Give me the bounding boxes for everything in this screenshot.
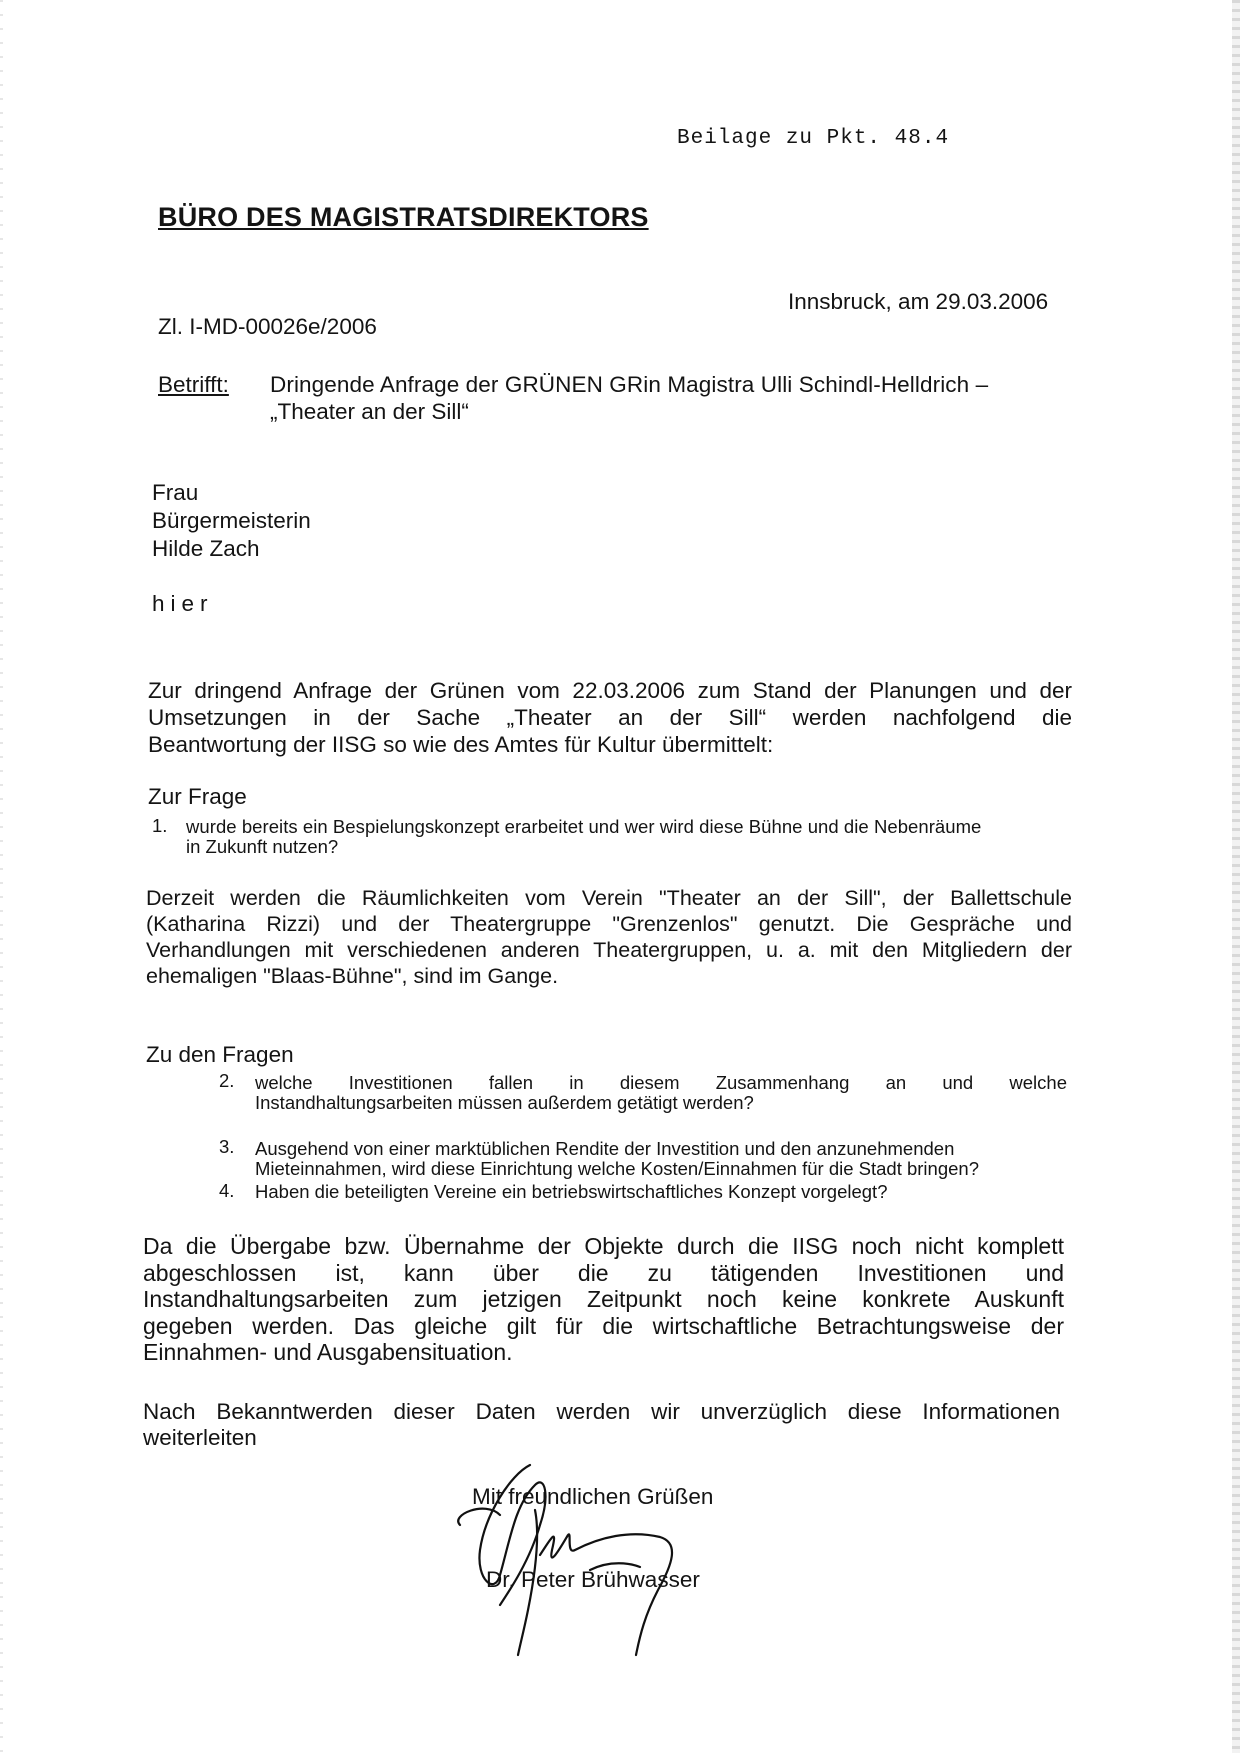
question-3-line-2: Mieteinnahmen, wird diese Einrichtung welche Kosten/Einnahmen für die Stadt bringen? — [255, 1158, 979, 1179]
answer-2-line: abgeschlossen ist, kann über die zu tätigenden Investitionen und — [143, 1259, 1064, 1286]
question-2-number: 2. — [219, 1070, 235, 1091]
answer-1-line: Derzeit werden die Räumlichkeiten vom Verein "Theater an der Sill", der Ballettschule — [146, 886, 1072, 910]
answer-2-line: Instandhaltungsarbeiten zum jetzigen Zeitpunkt noch keine konkrete Auskunft — [143, 1286, 1064, 1312]
section-2-heading: Zu den Fragen — [146, 1042, 294, 1067]
question-1-line-1: wurde bereits ein Bespielungskonzept erarbeitet und wer wird diese Bühne und die Nebenräume — [186, 816, 982, 837]
answer-2-line: Da die Übergabe bzw. Übernahme der Objekte durch die IISG noch nicht komplett — [143, 1233, 1064, 1259]
signatory-name: Dr. Peter Brühwasser — [486, 1567, 700, 1592]
question-2-line-1-text: welche Investitionen fallen in diesem Zusammenhang an und welche — [255, 1072, 1067, 1093]
subject-line-2: „Theater an der Sill“ — [270, 399, 469, 424]
intro-line: Beantwortung der IISG so wie des Amtes für Kultur übermittelt: — [148, 732, 774, 757]
handwritten-signature — [440, 1455, 740, 1660]
place-date: Innsbruck, am 29.03.2006 — [788, 289, 1049, 314]
intro-line: Zur dringend Anfrage der Grünen vom 22.03.2006 zum Stand der Planungen und der — [148, 678, 1072, 703]
answer-1-line: (Katharina Rizzi) und der Theatergruppe "Grenzenlos" genutzt. Die Gespräche und — [146, 912, 1072, 936]
question-2-line-2: Instandhaltungsarbeiten müssen außerdem getätigt werden? — [255, 1092, 754, 1113]
answer-2-paragraph — [143, 1233, 1064, 1366]
subject-label: Betrifft: — [158, 372, 229, 397]
closing-line: Nach Bekanntwerden dieser Daten werden wir unverzüglich diese Informationen — [143, 1399, 1060, 1424]
annex-note: Beilage zu Pkt. 48.4 — [677, 127, 950, 150]
answer-1-paragraph — [146, 885, 1072, 989]
closing-line: weiterleiten — [143, 1425, 257, 1450]
scan-edge-left — [0, 0, 3, 1753]
question-3-line-1: Ausgehend von einer marktüblichen Rendite der Investition und den anzunehmenden — [255, 1138, 955, 1159]
recipient-name: Hilde Zach — [152, 536, 260, 561]
recipient-salutation: Frau — [152, 480, 199, 505]
answer-2-line: Einnahmen- und Ausgabensituation. — [143, 1339, 513, 1365]
intro-paragraph — [148, 677, 1072, 758]
section-1-heading: Zur Frage — [148, 784, 247, 809]
reference-number: Zl. I-MD-00026e/2006 — [158, 314, 377, 339]
question-4-line-1: Haben die beteiligten Vereine ein betriebswirtschaftliches Konzept vorgelegt? — [255, 1181, 888, 1202]
recipient-title: Bürgermeisterin — [152, 508, 311, 533]
answer-1-line: ehemaligen "Blaas-Bühne", sind im Gange. — [146, 964, 559, 988]
question-2-line-1 — [255, 1072, 1067, 1094]
answer-2-line: gegeben werden. Das gleiche gilt für die wirtschaftliche Betrachtungsweise der — [143, 1312, 1064, 1339]
greeting: Mit freundlichen Grüßen — [472, 1484, 714, 1509]
scan-edge-right — [1232, 0, 1240, 1753]
closing-paragraph — [143, 1399, 1060, 1451]
answer-1-line: Verhandlungen mit verschiedenen anderen Theatergruppen, u. a. mit den Mitgliedern der — [146, 938, 1072, 962]
office-heading: BÜRO DES MAGISTRATSDIREKTORS — [158, 202, 649, 232]
question-4-number: 4. — [219, 1180, 235, 1201]
question-1-number: 1. — [152, 815, 168, 836]
question-1-line-2: in Zukunft nutzen? — [186, 836, 339, 857]
intro-line: Umsetzungen in der Sache „Theater an der Sill“ werden nachfolgend die — [148, 705, 1072, 730]
question-3-number: 3. — [219, 1136, 235, 1157]
recipient-location: hier — [152, 591, 214, 616]
subject-line-1: Dringende Anfrage der GRÜNEN GRin Magistra Ulli Schindl-Helldrich – — [270, 372, 989, 397]
